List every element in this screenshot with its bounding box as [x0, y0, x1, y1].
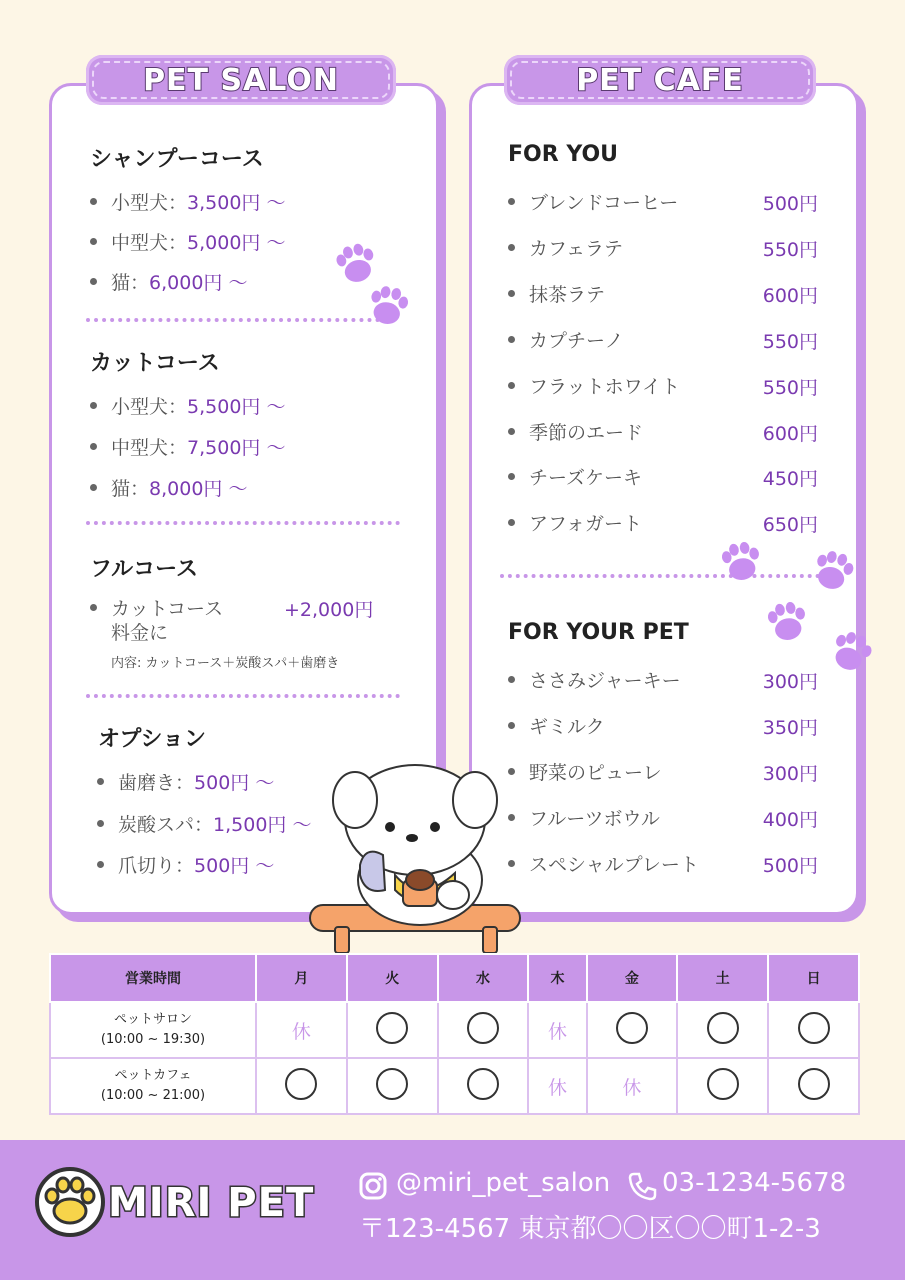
hours-table	[49, 953, 860, 1115]
menu-item	[508, 234, 623, 261]
menu-item-name: 季節のエード	[529, 421, 644, 444]
list-item-line2: 料金に	[111, 622, 169, 644]
menu-item	[508, 418, 643, 445]
day-header: 金	[587, 954, 678, 1002]
open-mark	[707, 1012, 739, 1044]
list-item: 炭酸スパ： 1,500円 〜	[97, 810, 311, 837]
table-row	[50, 1058, 859, 1114]
day-cell	[768, 1002, 859, 1058]
menu-item-price: 300円	[762, 671, 818, 693]
day-cell	[768, 1058, 859, 1114]
day-cell	[347, 1058, 438, 1114]
open-mark	[616, 1012, 648, 1044]
divider	[86, 318, 396, 322]
menu-item	[508, 372, 680, 399]
divider	[86, 521, 400, 525]
list-item: 歯磨き： 500円 〜	[97, 768, 274, 795]
day-cell	[438, 1002, 529, 1058]
full-price: +2,000円	[284, 599, 374, 621]
closed-mark: 休	[547, 1076, 567, 1099]
menu-item	[508, 280, 605, 307]
option-title: オプション	[98, 727, 207, 752]
day-header: 火	[347, 954, 438, 1002]
hours-header: 営業時間	[50, 954, 256, 1002]
open-mark	[707, 1068, 739, 1100]
phone-icon	[628, 1171, 658, 1201]
divider	[500, 574, 820, 578]
open-mark	[376, 1012, 408, 1044]
day-cell	[256, 1058, 347, 1114]
day-cell	[528, 1002, 586, 1058]
menu-item-name: カフェラテ	[529, 237, 624, 260]
open-mark	[798, 1068, 830, 1100]
day-cell	[438, 1058, 529, 1114]
day-cell	[677, 1058, 768, 1114]
for-pet-title: FOR YOUR PET	[508, 620, 689, 645]
menu-item-price: 550円	[762, 376, 818, 399]
menu-item-name: チーズケーキ	[529, 467, 643, 490]
menu-item-price: 600円	[762, 422, 818, 445]
instagram-icon[interactable]	[359, 1172, 387, 1200]
menu-item	[508, 850, 699, 877]
day-header: 木	[528, 954, 586, 1002]
menu-item-price: 500円	[762, 855, 818, 877]
open-mark	[285, 1068, 317, 1100]
list-item: 爪切り： 500円 〜	[97, 851, 274, 878]
day-cell	[587, 1058, 678, 1114]
open-mark	[467, 1012, 499, 1044]
cafe-tab: PET CAFE	[504, 55, 816, 105]
menu-item	[508, 463, 642, 490]
menu-item	[508, 326, 624, 353]
list-item: カットコース	[90, 594, 223, 621]
list-item: 猫： 8,000円 〜	[90, 474, 247, 501]
open-mark	[798, 1012, 830, 1044]
menu-item-price: 300円	[762, 763, 818, 785]
menu-item-name: 野菜のピューレ	[529, 762, 662, 784]
menu-item-name: スペシャルプレート	[529, 854, 699, 876]
salon-tab: PET SALON	[86, 55, 396, 105]
service-label: ペットカフェ (10:00 ~ 21:00)	[50, 1058, 256, 1114]
day-header: 日	[768, 954, 859, 1002]
menu-item	[508, 188, 678, 215]
menu-item-name: フルーツボウル	[529, 808, 660, 830]
closed-mark: 休	[547, 1020, 567, 1043]
menu-item-price: 350円	[762, 717, 818, 739]
cut-title: カットコース	[90, 351, 220, 376]
full-title: フルコース	[90, 557, 199, 582]
day-header: 土	[677, 954, 768, 1002]
menu-item-name: フラットホワイト	[529, 375, 681, 398]
day-header: 月	[256, 954, 347, 1002]
list-item: 小型犬： 3,500円 〜	[90, 188, 285, 215]
menu-item-price: 550円	[762, 330, 818, 353]
table-row	[50, 1002, 859, 1058]
day-cell	[677, 1002, 768, 1058]
list-item: 小型犬： 5,500円 〜	[90, 392, 285, 419]
menu-item-name: カプチーノ	[529, 329, 624, 352]
menu-item-price: 500円	[762, 193, 818, 215]
address: 〒123-4567 東京都〇〇区〇〇町1-2-3	[359, 1214, 821, 1244]
menu-item	[508, 666, 681, 693]
menu-item-price: 450円	[762, 468, 818, 491]
day-cell	[587, 1002, 678, 1058]
dog-mascot	[305, 755, 535, 965]
menu-item-name: ギミルク	[529, 716, 605, 738]
menu-item-price: 650円	[762, 514, 818, 537]
menu-item-price: 400円	[762, 809, 818, 831]
day-cell	[347, 1002, 438, 1058]
instagram-handle[interactable]: @miri_pet_salon	[396, 1168, 611, 1198]
list-item: 中型犬： 7,500円 〜	[90, 433, 285, 460]
divider	[86, 694, 400, 698]
menu-item-name: 抹茶ラテ	[529, 283, 606, 306]
menu-item-name: ささみジャーキー	[529, 670, 681, 692]
list-item: 猫： 6,000円 〜	[90, 268, 247, 295]
menu-item-name: ブレンドコーヒー	[529, 192, 679, 214]
closed-mark: 休	[622, 1076, 642, 1099]
day-cell	[256, 1002, 347, 1058]
open-mark	[376, 1068, 408, 1100]
shampoo-title: シャンプーコース	[90, 147, 264, 172]
full-note: 内容: カットコース＋炭酸スパ＋歯磨き	[111, 656, 340, 671]
service-label: ペットサロン (10:00 ~ 19:30)	[50, 1002, 256, 1058]
brand-name: MIRI PET	[108, 1180, 315, 1226]
closed-mark: 休	[291, 1020, 311, 1043]
menu-item-price: 550円	[762, 238, 818, 261]
phone-number[interactable]: 03-1234-5678	[662, 1168, 847, 1198]
menu-item-name: アフォガート	[529, 513, 643, 536]
open-mark	[467, 1068, 499, 1100]
menu-item	[508, 509, 642, 536]
menu-item	[508, 712, 605, 739]
list-item: 中型犬： 5,000円 〜	[90, 228, 285, 255]
day-cell	[528, 1058, 586, 1114]
for-you-title: FOR YOU	[508, 142, 619, 167]
paw-logo-icon	[34, 1166, 106, 1238]
day-header: 水	[438, 954, 529, 1002]
menu-item-price: 600円	[762, 284, 818, 307]
